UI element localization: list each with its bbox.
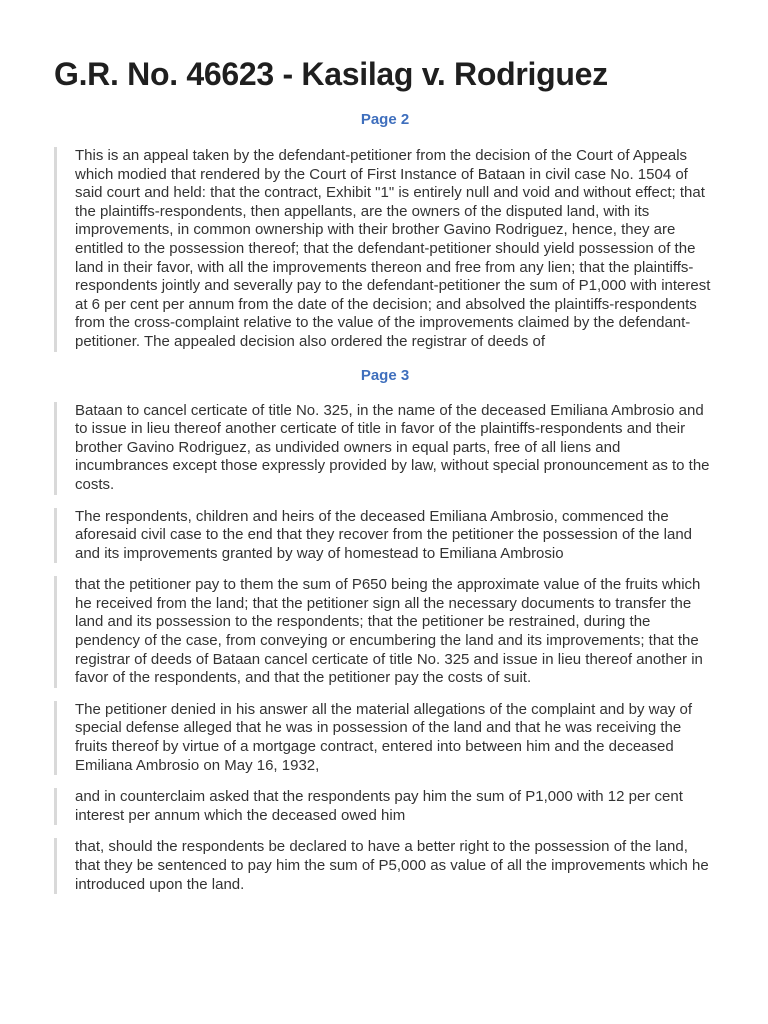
- page-3-paragraph-1: Bataan to cancel certicate of title No. 325, in the name of the deceased Emiliana Ambrosio and to issue in lieu thereof another certicate of title in favor of the plaintiffs-respondents and their brother Gavino Rodriguez, as undivided owners in equal parts, free of all liens and incumbrances except those expressly provided by law, without special pronouncement as to the costs.: [75, 401, 710, 493]
- page-3-paragraph-3: that the petitioner pay to them the sum of P650 being the approximate value of the fruits which he received from the land; that the petitioner sign all the necessary documents to transfer the land and its possession to the respondents; that the petitioner be restrained, during the pendency of the case, from conveying or encumbering the land and its improvements; that the registrar of deeds of Bataan cancel certicate of title No. 325 and issue in lieu thereof another in favor of the respondents, and that the petitioner pay the costs of suit.: [75, 576, 703, 687]
- page-3-paragraph-1-block: [54, 402, 716, 495]
- page-3-link[interactable]: Page 3: [360, 366, 410, 384]
- page-3-paragraph-4: The petitioner denied in his answer all the material allegations of the complaint and by way of special defense alleged that he was in possession of the land and that he was receiving the fruits thereof by virtue of a mortgage contract, entered into between him and the deceased Emiliana Ambrosio on May 16, 1932,: [75, 700, 693, 774]
- page-3-paragraph-5: and in counterclaim asked that the respondents pay him the sum of P1,000 with 12 per cent interest per annum which the deceased owed him: [75, 788, 683, 824]
- document-title: G.R. No. 46623 - Kasilag v. Rodriguez: [54, 56, 608, 92]
- page-2-paragraph-1-block: [54, 147, 716, 352]
- page-3-paragraph-4-block: [54, 701, 716, 775]
- page-3-paragraph-6: that, should the respondents be declared to have a better right to the possession of the land, that they be sentenced to pay him the sum of P5,000 as value of all the improvements which he introduced upon the land.: [75, 838, 709, 893]
- page-3-paragraph-5-block: [54, 788, 716, 825]
- page-3-paragraph-2: The respondents, children and heirs of the deceased Emiliana Ambrosio, commenced the aforesaid civil case to the end that they recover from the petitioner the possession of the land and its improvements granted by way of homestead to Emiliana Ambrosio: [75, 507, 693, 562]
- page-2-paragraph-1: This is an appeal taken by the defendant-petitioner from the decision of the Court of Appeals which modied that rendered by the Court of First Instance of Bataan in civil case No. 1504 of said court and held: that the contract, Exhibit "1" is entirely null and void and without effect; that the plaintiffs-respondents, then appellants, are the owners of the disputed land, with its improvements, in common ownership with their brother Gavino Rodriguez, hence, they are entitled to the possession thereof; that the defendant-petitioner should yield possession of the land in their favor, with all the improvements thereon and free from any lien; that the plaintiffs-respondents jointly and severally pay to the defendant-petitioner the sum of P1,000 with interest at 6 per cent per annum from the date of the decision; and absolved the plaintiffs-respondents from the cross-complaint relative to the value of the improvements claimed by the defendant-petitioner. The appealed decision also ordered the registrar of deeds of: [75, 147, 711, 350]
- page-3-paragraph-3-block: [54, 576, 716, 688]
- page-3-paragraph-2-block: [54, 508, 716, 564]
- page-2-link[interactable]: Page 2: [360, 111, 410, 128]
- page-3-paragraph-6-block: [54, 838, 716, 894]
